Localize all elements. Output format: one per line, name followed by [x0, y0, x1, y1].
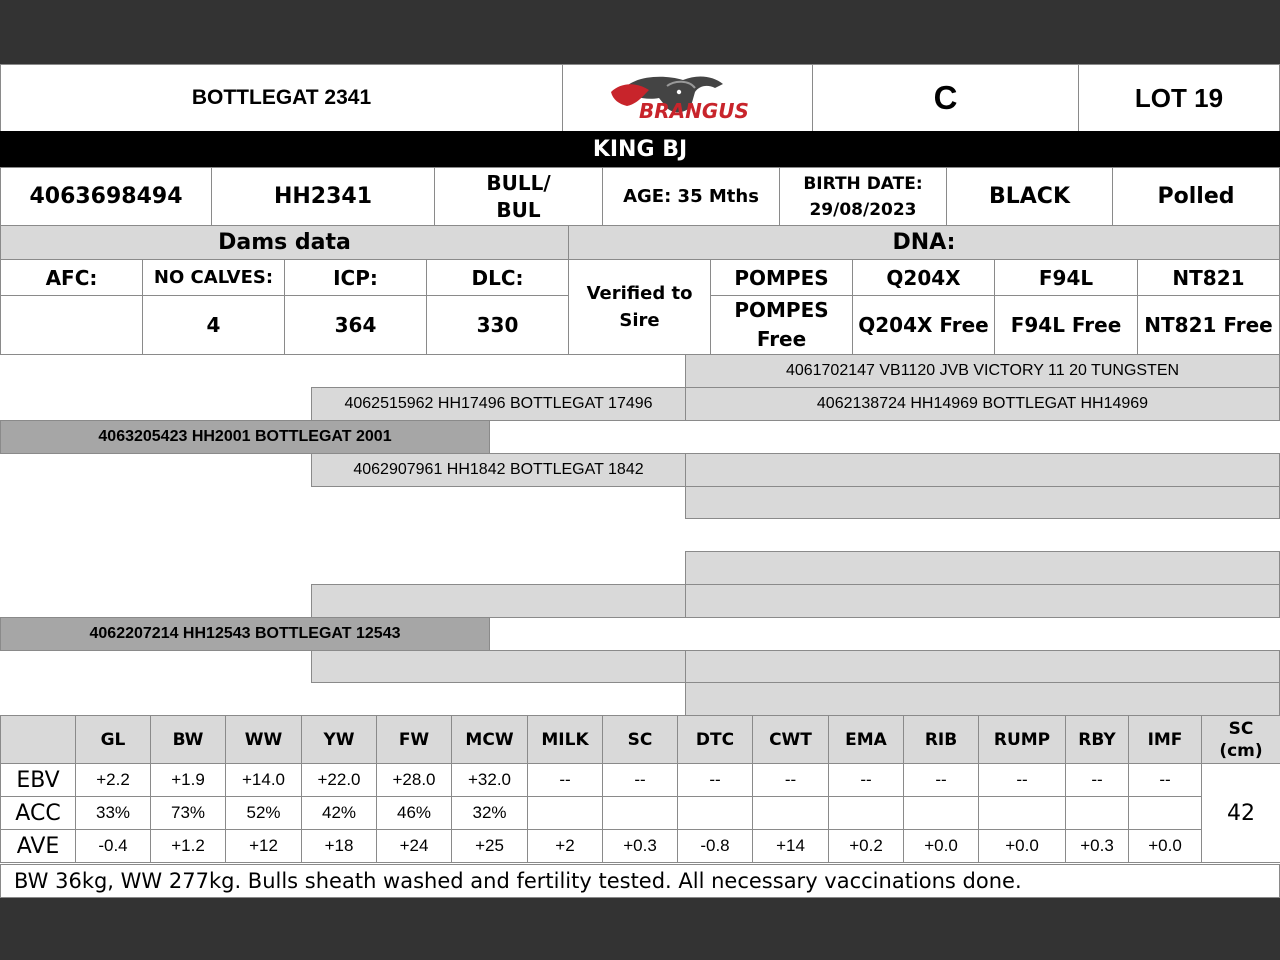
ebv-cell-ave-gl: -0.4: [75, 829, 151, 863]
ebv-table: [0, 715, 1280, 865]
ebv-header-imf: IMF: [1128, 715, 1202, 764]
animal-name: BOTTLEGAT 2341: [0, 64, 563, 132]
verified-line-2: Sire: [619, 310, 660, 331]
pedigree-dam-dam-sire: [685, 650, 1280, 683]
sc-header-line-2: (cm): [1219, 740, 1263, 761]
title-bar: KING BJ: [0, 131, 1280, 168]
ebv-header-gl: GL: [75, 715, 151, 764]
ebv-cell-acc-yw: 42%: [301, 796, 377, 830]
pedigree-dam: 4062207214 HH12543 BOTTLEGAT 12543: [0, 617, 490, 651]
ebv-cell-acc-rby: [1065, 796, 1129, 830]
ebv-cell-ave-fw: +24: [376, 829, 452, 863]
ebv-header-blank: [0, 715, 76, 764]
pedigree-sire-dam-dam: [685, 486, 1280, 519]
ebv-header-rib: RIB: [903, 715, 979, 764]
ebv-cell-acc-mcw: 32%: [451, 796, 528, 830]
ebv-row-label-ave: AVE: [0, 829, 76, 863]
ebv-cell-ebv-dtc: --: [677, 763, 753, 797]
brangus-logo: [562, 64, 813, 132]
pedigree-dam-sire: [311, 584, 686, 618]
pedigree-dam-sire-dam: [685, 584, 1280, 618]
ebv-cell-ave-rump: +0.0: [978, 829, 1066, 863]
pedigree-dam-dam: [311, 650, 686, 683]
dna-test-f94l: F94L: [994, 259, 1138, 296]
pedigree-sire: 4063205423 HH2001 BOTTLEGAT 2001: [0, 420, 490, 454]
herd-number: HH2341: [211, 167, 435, 226]
registration-number: 4063698494: [0, 167, 212, 226]
pedigree-sire-sire-dam: 4062138724 HH14969 BOTTLEGAT HH14969: [685, 387, 1280, 421]
ebv-cell-ebv-gl: +2.2: [75, 763, 151, 797]
dna-test-q204x: Q204X: [852, 259, 995, 296]
bull-head-icon: [603, 70, 773, 126]
ebv-cell-ebv-rib: --: [903, 763, 979, 797]
ebv-cell-acc-bw: 73%: [150, 796, 226, 830]
ebv-header-cwt: CWT: [752, 715, 829, 764]
ebv-row-label-acc: ACC: [0, 796, 76, 830]
ebv-cell-ave-mcw: +25: [451, 829, 528, 863]
comments: BW 36kg, WW 277kg. Bulls sheath washed and fertility tested. All necessary vaccinations done.: [0, 864, 1280, 898]
ebv-cell-ave-milk: +2: [527, 829, 603, 863]
sc-header-line-1: SC: [1228, 718, 1254, 739]
pedigree-dam-dam-dam: [685, 682, 1280, 716]
ebv-cell-acc-fw: 46%: [376, 796, 452, 830]
dna-test-pompes: POMPES: [710, 259, 853, 296]
ebv-cell-ebv-yw: +22.0: [301, 763, 377, 797]
ebv-header-bw: BW: [150, 715, 226, 764]
sex-line-1: BULL/: [486, 170, 551, 195]
ebv-cell-ebv-milk: --: [527, 763, 603, 797]
ebv-cell-acc-gl: 33%: [75, 796, 151, 830]
birth-date-label: BIRTH DATE:: [803, 173, 923, 194]
dna-result-nt821: NT821 Free: [1137, 295, 1280, 355]
ebv-cell-ave-bw: +1.2: [150, 829, 226, 863]
ebv-cell-ebv-bw: +1.9: [150, 763, 226, 797]
ebv-cell-ave-dtc: -0.8: [677, 829, 753, 863]
pompes-result-line-2: Free: [756, 327, 807, 351]
ebv-header-ww: WW: [225, 715, 302, 764]
ebv-cell-acc-dtc: [677, 796, 753, 830]
verified-to-sire: [568, 259, 711, 355]
horn-status: Polled: [1112, 167, 1280, 226]
ebv-header-yw: YW: [301, 715, 377, 764]
ebv-row-label-ebv: EBV: [0, 763, 76, 797]
ebv-cell-acc-milk: [527, 796, 603, 830]
birth-date-value: 29/08/2023: [809, 199, 917, 220]
ebv-cell-acc-ww: 52%: [225, 796, 302, 830]
ebv-cell-acc-imf: [1128, 796, 1202, 830]
dlc-value: 330: [426, 295, 569, 355]
birth-date: [779, 167, 947, 226]
pompes-result-line-1: POMPES: [734, 298, 829, 322]
ebv-cell-ave-ww: +12: [225, 829, 302, 863]
ebv-cell-acc-ema: [828, 796, 904, 830]
ebv-cell-ebv-cwt: --: [752, 763, 829, 797]
icp-value: 364: [284, 295, 427, 355]
pedigree-sire-dam-sire: [685, 453, 1280, 487]
dams-data-title: Dams data: [0, 225, 569, 260]
afc-value: [0, 295, 143, 355]
pedigree-dam-sire-sire: [685, 551, 1280, 585]
dlc-header: DLC:: [426, 259, 569, 296]
ebv-header-rump: RUMP: [978, 715, 1066, 764]
ebv-cell-ebv-sc: --: [602, 763, 678, 797]
ebv-cell-ave-rib: +0.0: [903, 829, 979, 863]
dna-title: DNA:: [568, 225, 1280, 260]
svg-text:BRANGUS: BRANGUS: [638, 99, 749, 123]
ebv-cell-acc-rump: [978, 796, 1066, 830]
ebv-header-dtc: DTC: [677, 715, 753, 764]
dna-result-pompes: [710, 295, 853, 355]
pedigree-sire-dam: 4062907961 HH1842 BOTTLEGAT 1842: [311, 453, 686, 487]
ebv-cell-ebv-ww: +14.0: [225, 763, 302, 797]
ebv-cell-acc-cwt: [752, 796, 829, 830]
icp-header: ICP:: [284, 259, 427, 296]
ebv-header-sc: [1201, 715, 1280, 764]
sc-value: 42: [1201, 763, 1280, 863]
sex-line-2: BUL: [496, 197, 541, 222]
afc-header: AFC:: [0, 259, 143, 296]
ebv-cell-ave-rby: +0.3: [1065, 829, 1129, 863]
ebv-cell-ebv-fw: +28.0: [376, 763, 452, 797]
dna-result-f94l: F94L Free: [994, 295, 1138, 355]
pedigree-sire-sire: 4062515962 HH17496 BOTTLEGAT 17496: [311, 387, 686, 421]
ebv-cell-ebv-rby: --: [1065, 763, 1129, 797]
ebv-header-sc: SC: [602, 715, 678, 764]
ebv-cell-ebv-rump: --: [978, 763, 1066, 797]
colour: BLACK: [946, 167, 1113, 226]
ebv-cell-ave-imf: +0.0: [1128, 829, 1202, 863]
ebv-header-rby: RBY: [1065, 715, 1129, 764]
ebv-cell-ave-cwt: +14: [752, 829, 829, 863]
dna-result-q204x: Q204X Free: [852, 295, 995, 355]
pedigree-sire-sire-sire: 4061702147 VB1120 JVB VICTORY 11 20 TUNGSTEN: [685, 354, 1280, 388]
verified-line-1: Verified to: [586, 283, 693, 304]
sex: [434, 167, 603, 226]
grade: C: [812, 64, 1079, 132]
no-calves-header: NO CALVES:: [142, 259, 285, 296]
ebv-cell-ebv-imf: --: [1128, 763, 1202, 797]
ebv-cell-ebv-mcw: +32.0: [451, 763, 528, 797]
ebv-cell-ebv-ema: --: [828, 763, 904, 797]
lot-number: LOT 19: [1078, 64, 1280, 132]
ebv-cell-ave-yw: +18: [301, 829, 377, 863]
ebv-header-mcw: MCW: [451, 715, 528, 764]
ebv-header-milk: MILK: [527, 715, 603, 764]
dna-test-nt821: NT821: [1137, 259, 1280, 296]
ebv-header-ema: EMA: [828, 715, 904, 764]
lot-sheet: [0, 64, 1280, 898]
ebv-cell-ave-sc: +0.3: [602, 829, 678, 863]
ebv-header-fw: FW: [376, 715, 452, 764]
ebv-cell-acc-rib: [903, 796, 979, 830]
ebv-cell-ave-ema: +0.2: [828, 829, 904, 863]
age: AGE: 35 Mths: [602, 167, 780, 226]
no-calves-value: 4: [142, 295, 285, 355]
ebv-cell-acc-sc: [602, 796, 678, 830]
